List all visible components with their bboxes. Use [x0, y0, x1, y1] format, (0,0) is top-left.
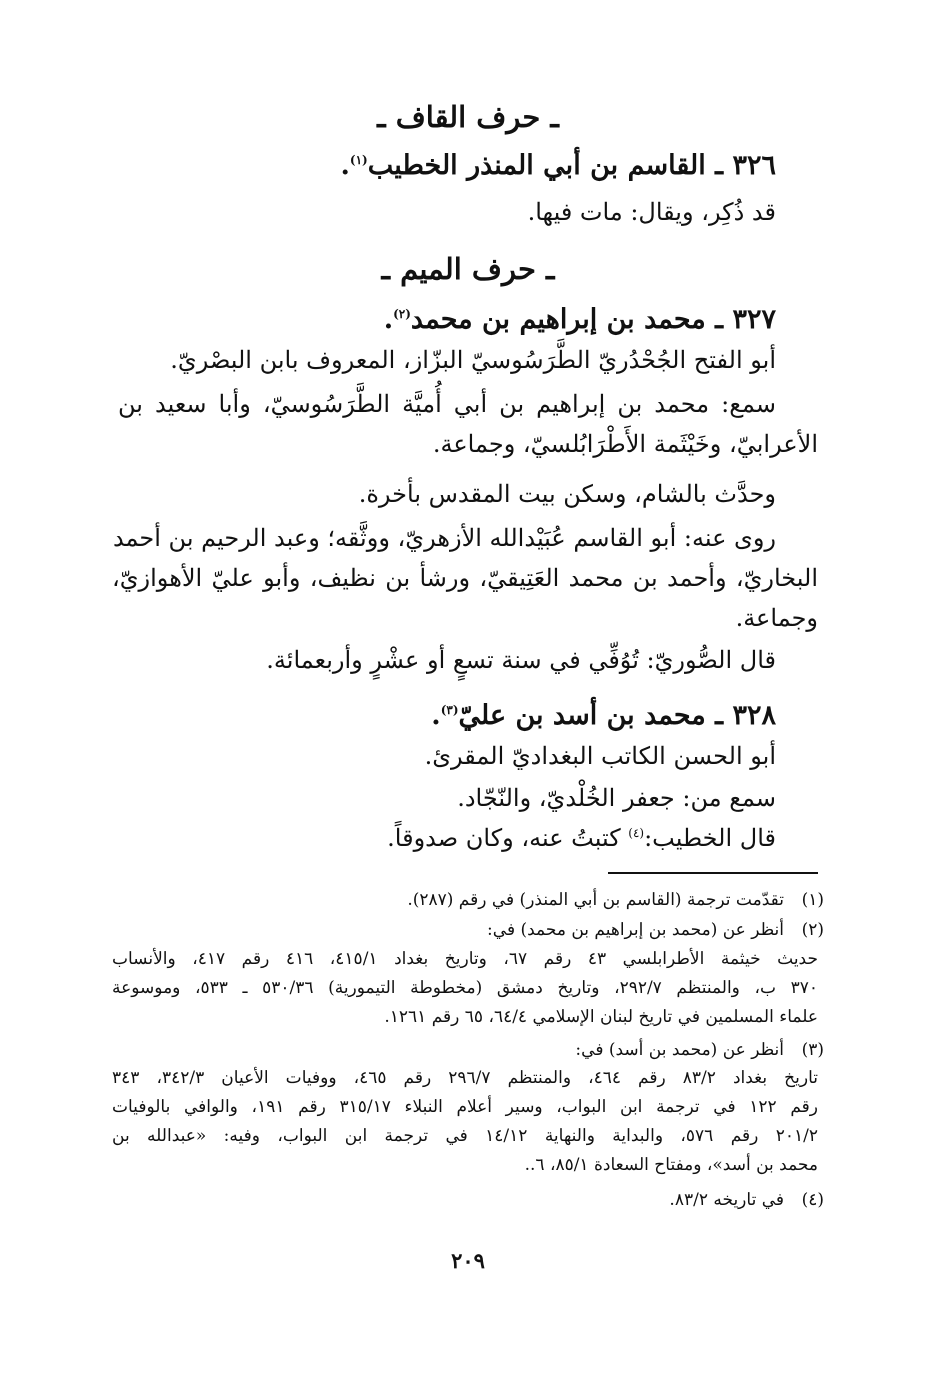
footnote-2 — [112, 920, 824, 944]
entry-327-end: . — [383, 304, 394, 335]
footnote-ref-2[interactable]: (٢) — [393, 307, 411, 321]
entry-327-line-8: قال الصُّوريّ: تُوُفِّي في سنة تسعٍ أو عشْرٍ وأربعمائة. — [266, 646, 776, 674]
footnote-3-number: (٣) — [801, 1040, 824, 1060]
footnote-2-number: (٢) — [801, 920, 824, 940]
footnote-3 — [112, 1040, 824, 1064]
entry-328-title — [431, 700, 776, 731]
footnote-3-line-3: ٢٠١/٢ رقم ٥٧٦، والبداية والنهاية ١٤/١٢ في ترجمة ابن البواب، وفيه: «عبدالله بن — [112, 1126, 818, 1146]
entry-327-line-4: وحدَّث بالشام، وسكن بيت المقدس بأخرة. — [358, 480, 776, 508]
footnote-1 — [112, 890, 824, 914]
page-number: ٢٠٩ — [451, 1248, 485, 1273]
footnote-3-line-1: تاريخ بغداد ٨٣/٢ رقم ٤٦٤، والمنتظم ٢٩٦/٧ رقم ٤٦٥، ووفيات الأعيان ٣٤٢/٣، ٣٤٣ — [112, 1068, 818, 1088]
footnote-1-text: تقدّمت ترجمة (القاسم بن أبي المنذر) في رقم (٢٨٧). — [407, 890, 784, 910]
footnote-2-line-3: علماء المسلمين في تاريخ لبنان الإسلامي ٦٤/٤، ٦٥ رقم ١٢٦١. — [384, 1007, 818, 1027]
entry-326-text: قد ذُكِر، ويقال: مات فيها. — [527, 198, 776, 226]
section-heading-mim: ـ حرف الميم ـ — [381, 252, 555, 286]
entry-328-quote-intro: قال الخطيب: — [644, 824, 776, 852]
entry-328-end: . — [431, 700, 441, 731]
footnote-1-number: (١) — [801, 890, 824, 910]
section-heading-qaf: ـ حرف القاف ـ — [377, 100, 559, 134]
footnote-separator — [608, 872, 818, 874]
entry-328-quote: كتبتُ عنه، وكان صدوقاً. — [387, 824, 629, 852]
entry-327-line-3: الأعرابيّ، وخَيْثَمة الأَطْرَابُلسيّ، وجماعة. — [432, 430, 818, 458]
footnote-ref-1[interactable]: (١) — [349, 153, 368, 167]
footnote-3-text: أنظر عن (محمد بن أسد) في: — [575, 1040, 784, 1060]
entry-327-title — [384, 304, 776, 335]
footnote-4 — [112, 1190, 824, 1214]
entry-327-line-7: وجماعة. — [735, 604, 818, 632]
footnote-4-number: (٤) — [801, 1190, 824, 1210]
footnote-3-line-2: رقم ١٢٢ في ترجمة ابن البواب، وسير أعلام النبلاء ٣١٥/١٧ رقم ١٩١، والوافي بالوفيات — [112, 1097, 818, 1117]
entry-327-line-5: روى عنه: أبو القاسم عُبَيْدالله الأزهريّ، ووثَّقه؛ وعبد الرحيم بن أحمد — [112, 524, 776, 552]
entry-327-line-2: سمع: محمد بن إبراهيم بن أبي أُميَّة الطَّرَسُوسيّ، وأبا سعيد بن — [118, 390, 777, 418]
footnote-4-text: في تاريخه ٨٣/٢. — [669, 1190, 784, 1210]
entry-326-title — [340, 150, 776, 181]
entry-328-line-1: أبو الحسن الكاتب البغداديّ المقرئ. — [424, 742, 776, 770]
footnote-2-line-2: ٣٧٠ ب، والمنتظم ٢٩٢/٧، وتاريخ دمشق (مخطوطة التيمورية) ٥٣٠/٣٦ ـ ٥٣٣، وموسوعة — [112, 978, 818, 998]
entry-327-line-6: البخاريّ، وأحمد بن محمد العَتِيقيّ، ورشأ بن نظيف، وأبو عليّ الأهوازيّ، — [112, 564, 818, 592]
entry-326-end: . — [340, 150, 350, 181]
footnote-ref-3[interactable]: (٣) — [440, 703, 459, 717]
footnote-3-line-4: محمد بن أسد»، ومفتاح السعادة ٨٥/١، ٦.. — [524, 1155, 818, 1175]
footnote-2-line-1: حديث خيثمة الأطرابلسي ٤٣ رقم ٦٧، وتاريخ بغداد ٤١٥/١، ٤١٦ رقم ٤١٧، والأنساب — [112, 949, 818, 969]
entry-328-line-3 — [387, 824, 776, 852]
entry-327-line-1: أبو الفتح الجُحْدُريّ الطَّرَسُوسيّ البزّاز، المعروف بابن البصْريّ. — [170, 346, 776, 374]
entry-326-name: ٣٢٦ ـ القاسم بن أبي المنذر الخطيب — [367, 150, 776, 181]
entry-327-name: ٣٢٧ ـ محمد بن إبراهيم بن محمد — [410, 304, 776, 335]
entry-328-line-2: سمع من: جعفر الخُلْديّ، والنّجّاد. — [457, 784, 776, 812]
entry-328-name: ٣٢٨ ـ محمد بن أسد بن عليّ — [458, 700, 776, 731]
footnote-ref-4[interactable]: (٤) — [628, 826, 645, 840]
footnote-2-text: أنظر عن (محمد بن إبراهيم بن محمد) في: — [487, 920, 784, 940]
